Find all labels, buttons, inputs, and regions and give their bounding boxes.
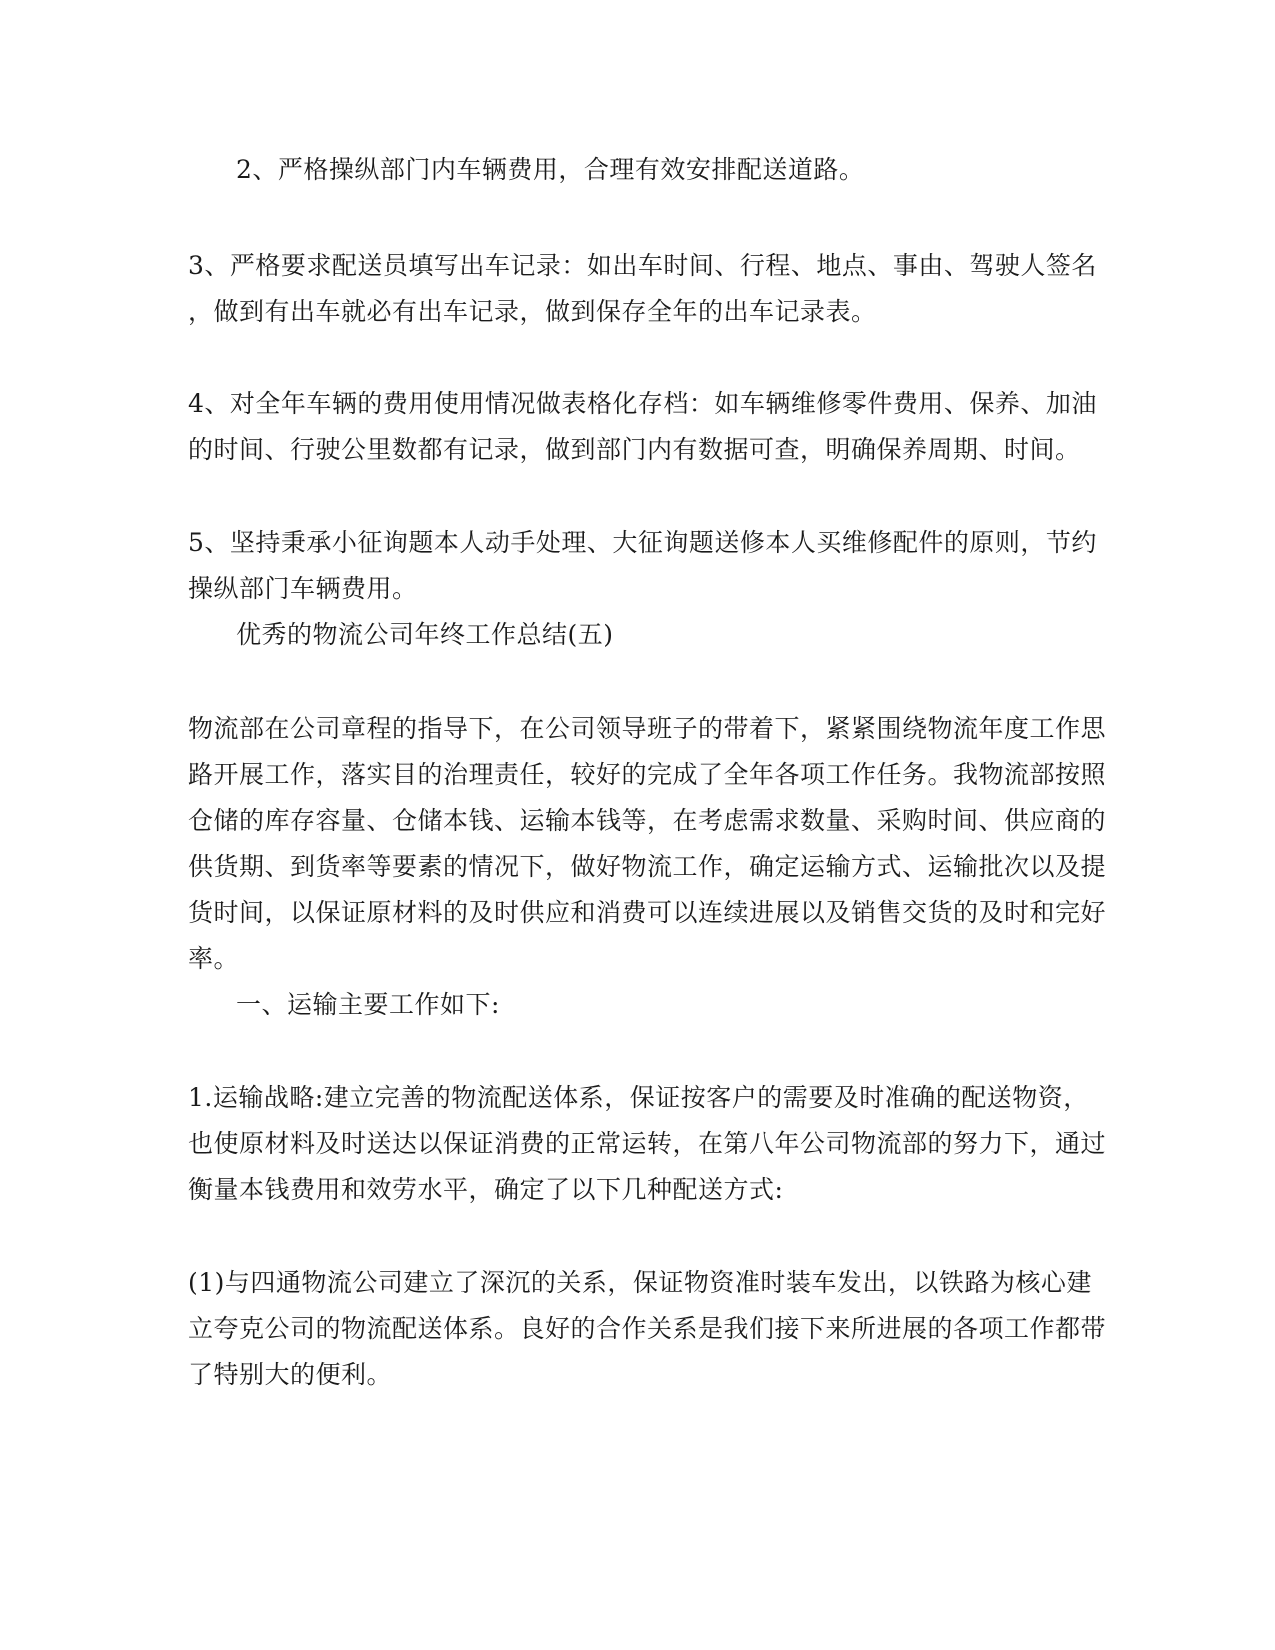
item-3-line-2: ，做到有出车就必有出车记录，做到保存全年的出车记录表。 <box>188 297 877 326</box>
intro-line-1: 物流部在公司章程的指导下，在公司领导班子的带着下，紧紧围绕物流年度工作思 <box>188 714 1107 743</box>
intro-line-4: 供货期、到货率等要素的情况下，做好物流工作，确定运输方式、运输批次以及提 <box>188 852 1107 881</box>
item-2-line-1: 2、严格操纵部门内车辆费用，合理有效安排配送道路。 <box>236 155 865 184</box>
intro-line-6: 率。 <box>188 944 240 973</box>
point-1-line-3: 了特别大的便利。 <box>188 1360 393 1389</box>
intro-line-2: 路开展工作，落实目的治理责任，较好的完成了全年各项工作任务。我物流部按照 <box>188 760 1107 789</box>
strategy-line-3: 衡量本钱费用和效劳水平，确定了以下几种配送方式: <box>188 1175 784 1204</box>
strategy-line-1: 1.运输战略:建立完善的物流配送体系，保证按客户的需要及时准确的配送物资， <box>188 1083 1089 1112</box>
heading-transport: 一、运输主要工作如下: <box>236 990 500 1019</box>
section-title: 优秀的物流公司年终工作总结(五) <box>236 620 614 649</box>
item-4-line-1: 4、对全年车辆的费用使用情况做表格化存档：如车辆维修零件费用、保养、加油 <box>188 389 1097 418</box>
intro-line-3: 仓储的库存容量、仓储本钱、运输本钱等，在考虑需求数量、采购时间、供应商的 <box>188 806 1107 835</box>
strategy-line-2: 也使原材料及时送达以保证消费的正常运转，在第八年公司物流部的努力下，通过 <box>188 1129 1107 1158</box>
intro-line-5: 货时间，以保证原材料的及时供应和消费可以连续进展以及销售交货的及时和完好 <box>188 898 1107 927</box>
item-5-line-1: 5、坚持秉承小征询题本人动手处理、大征询题送修本人买维修配件的原则，节约 <box>188 528 1097 557</box>
item-4-line-2: 的时间、行驶公里数都有记录，做到部门内有数据可查，明确保养周期、时间。 <box>188 435 1081 464</box>
item-5-line-2: 操纵部门车辆费用。 <box>188 574 418 603</box>
item-3-line-1: 3、严格要求配送员填写出车记录：如出车时间、行程、地点、事由、驾驶人签名 <box>188 251 1097 280</box>
point-1-line-1: (1)与四通物流公司建立了深沉的关系，保证物资准时装车发出，以铁路为核心建 <box>188 1268 1092 1297</box>
point-1-line-2: 立夸克公司的物流配送体系。良好的合作关系是我们接下来所进展的各项工作都带 <box>188 1314 1107 1343</box>
